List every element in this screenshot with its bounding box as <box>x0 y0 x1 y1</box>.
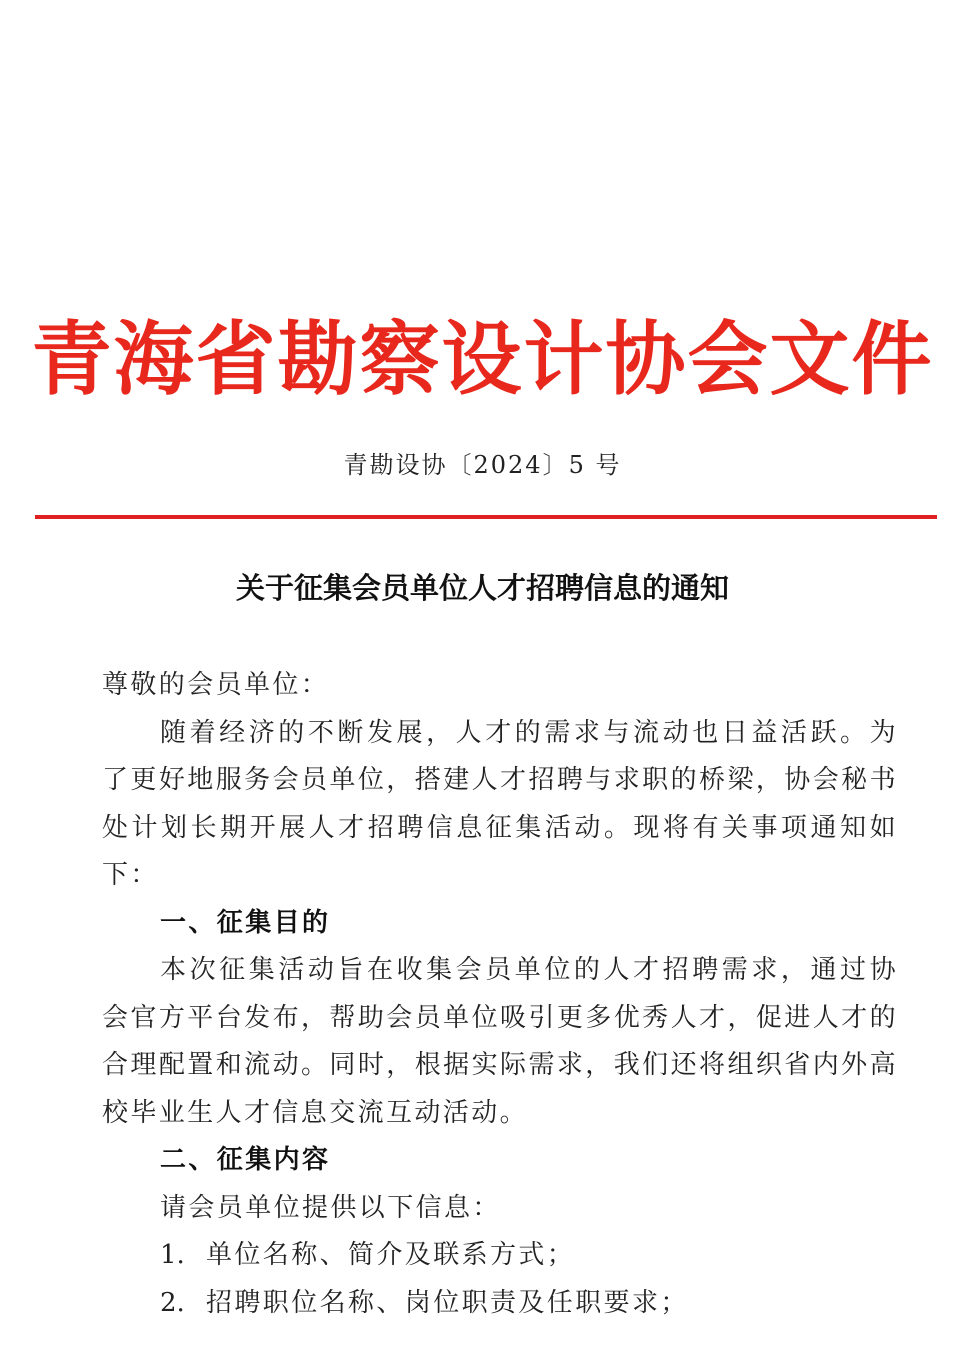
section-body-purpose: 本次征集活动旨在收集会员单位的人才招聘需求，通过协会官方平台发布，帮助会员单位吸引更多优秀人才，促进人才的合理配置和流动。同时，根据实际需求，我们还将组织省内外高校毕业生人才信息交流互动活动。 <box>102 955 898 1128</box>
intro-paragraph: 随着经济的不断发展，人才的需求与流动也日益活跃。为了更好地服务会员单位，搭建人才招聘与求职的桥梁，协会秘书处计划长期开展人才招聘信息征集活动。现将有关事项通知如下： <box>102 717 898 890</box>
notice-title: 关于征集会员单位人才招聘信息的通知 <box>235 571 729 605</box>
section-heading-content: 二、征集内容 <box>160 1145 331 1175</box>
list-item <box>102 1232 898 1280</box>
list-item-number: 2. <box>160 1287 185 1318</box>
list-item <box>102 1280 898 1328</box>
list-item-number: 1. <box>160 1240 185 1270</box>
section-lead-content: 请会员单位提供以下信息： <box>160 1192 501 1223</box>
red-divider-line <box>35 515 937 519</box>
notice-body <box>102 662 898 1327</box>
list-item-text: 单位名称、简介及联系方式； <box>206 1240 576 1270</box>
document-number: 青勘设协〔2024〕5 号 <box>343 451 622 479</box>
document-header-title: 青海省勘察设计协会文件 <box>31 313 934 406</box>
salutation: 尊敬的会员单位： <box>102 670 330 700</box>
section-heading-purpose: 一、征集目的 <box>160 907 331 938</box>
list-item-text: 招聘职位名称、岗位职责及任职要求； <box>206 1287 689 1318</box>
